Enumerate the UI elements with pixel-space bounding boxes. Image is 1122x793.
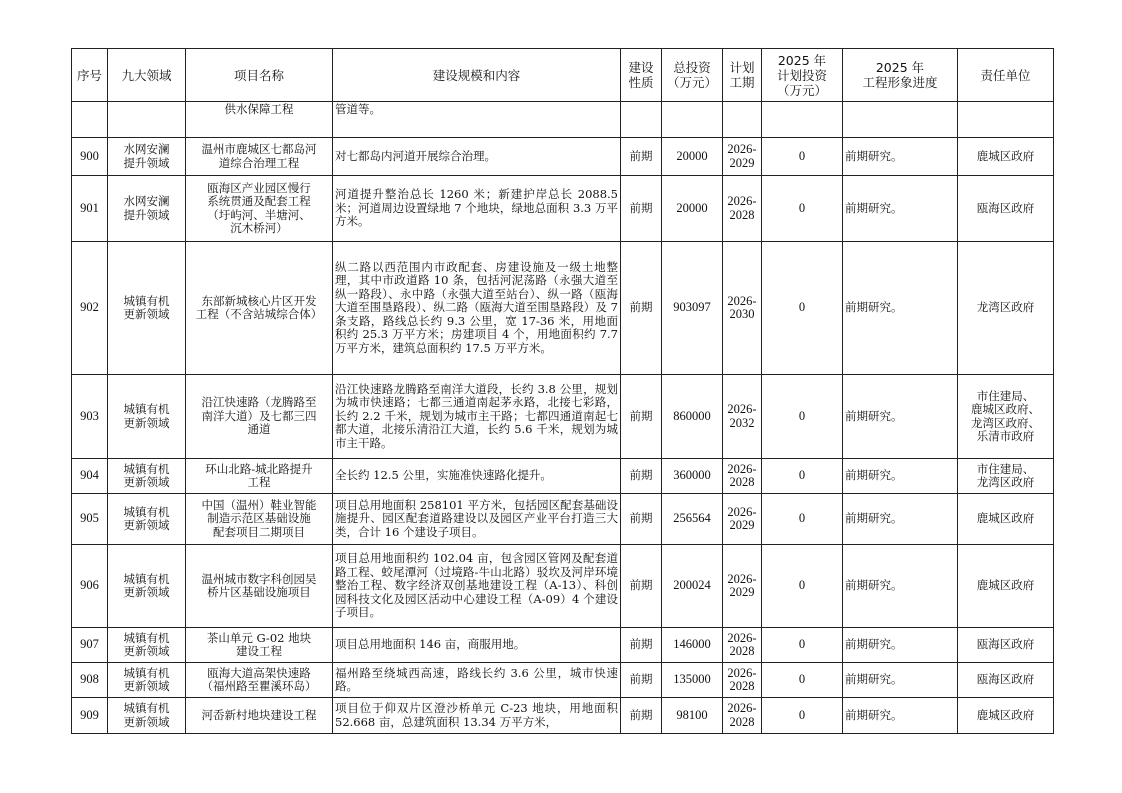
row-period: 2026- 2029 [723, 138, 762, 176]
row-seq: 900 [72, 138, 108, 176]
row-plan: 0 [762, 663, 843, 698]
row-nature [621, 102, 662, 138]
row-scope: 河道提升整治总长 1260 米；新建护岸总长 2088.5 米；河道周边设置绿地 7 个地块，绿地总面积 3.3 万平方米。 [333, 176, 621, 242]
row-nature: 前期 [621, 628, 662, 663]
row-plan: 0 [762, 242, 843, 375]
row-scope: 沿江快速路龙腾路至南洋大道段，长约 3.8 公里，规划为城市快速路；七都三通道南起茅永路，北接七彩路，长约 2.2 千米，规划为城市主干路；七都四通道南起七都大道，北接乐清沿江大道，长约 5.6 千米，规划为城市主干路。 [333, 375, 621, 459]
row-name: 供水保障工程 [186, 102, 333, 138]
header-plan2025: 2025 年 计划投资 （万元） [762, 49, 843, 102]
table-header-row [72, 49, 1054, 102]
row-plan: 0 [762, 138, 843, 176]
row-invest: 146000 [662, 628, 723, 663]
row-period: 2026- 2032 [723, 375, 762, 459]
row-seq [72, 102, 108, 138]
row-scope: 项目总用地面积 258101 平方米，包括园区配套基础设施提升、园区配套道路建设以及园区产业平台打造三大类，合计 16 个建设子项目。 [333, 494, 621, 545]
table-row [72, 698, 1054, 734]
row-seq: 903 [72, 375, 108, 459]
row-period: 2026- 2028 [723, 459, 762, 494]
header-progress2025: 2025 年 工程形象进度 [843, 49, 958, 102]
header-domain: 九大领域 [108, 49, 186, 102]
row-unit: 鹿城区政府 [958, 545, 1054, 628]
row-domain: 城镇有机 更新领域 [108, 698, 186, 734]
row-unit: 市住建局、 鹿城区政府、 龙湾区政府、 乐清市政府 [958, 375, 1054, 459]
row-period: 2026- 2028 [723, 628, 762, 663]
row-seq: 906 [72, 545, 108, 628]
row-unit: 瓯海区政府 [958, 176, 1054, 242]
table-row [72, 663, 1054, 698]
row-invest: 20000 [662, 138, 723, 176]
table-row [72, 459, 1054, 494]
row-period: 2026- 2030 [723, 242, 762, 375]
table-row [72, 102, 1054, 138]
row-unit: 鹿城区政府 [958, 494, 1054, 545]
row-unit: 瓯海区政府 [958, 628, 1054, 663]
row-nature: 前期 [621, 459, 662, 494]
row-progress [843, 102, 958, 138]
row-domain: 水网安澜 提升领域 [108, 176, 186, 242]
header-invest: 总投资 （万元） [662, 49, 723, 102]
row-seq: 901 [72, 176, 108, 242]
row-seq: 904 [72, 459, 108, 494]
row-invest [662, 102, 723, 138]
row-invest: 256564 [662, 494, 723, 545]
row-progress: 前期研究。 [843, 176, 958, 242]
table-row [72, 138, 1054, 176]
row-seq: 902 [72, 242, 108, 375]
row-nature: 前期 [621, 375, 662, 459]
header-nature: 建设 性质 [621, 49, 662, 102]
row-unit: 龙湾区政府 [958, 242, 1054, 375]
row-unit: 瓯海区政府 [958, 663, 1054, 698]
row-name: 瓯海区产业园区慢行 系统贯通及配套工程 （圩屿河、半塘河、 沉木桥河） [186, 176, 333, 242]
row-scope: 纵二路以西范围内市政配套、房建设施及一级土地整理，其中市政道路 10 条，包括河泥荡路（永强大道至纵一路段）、永中路（永强大道至站台）、纵一路（瓯海大道至围垦路段）、纵二路（瓯海大道至围垦路段）及 7 条支路，路线总长约 9.3 公里，宽 17-36 米，用地面积约 25.3 万平方米；房建项目 4 个，用地面积约 7.7 万平方米，建筑总面积约 17.5 万平方米。 [333, 242, 621, 375]
row-domain: 城镇有机 更新领域 [108, 663, 186, 698]
row-scope: 项目总用地面积约 102.04 亩，包含园区管网及配套道路工程、蛟尾潭河（过境路-牛山北路）驳坎及河岸环境整治工程、数字经济双创基地建设工程（A-13）、科创园科技文化及园区活动中心建设工程（A-09）4 个建设子项目。 [333, 545, 621, 628]
header-period: 计划 工期 [723, 49, 762, 102]
row-invest: 98100 [662, 698, 723, 734]
table-row [72, 242, 1054, 375]
table-row [72, 375, 1054, 459]
row-domain: 城镇有机 更新领域 [108, 545, 186, 628]
row-nature: 前期 [621, 663, 662, 698]
row-scope: 福州路至绕城西高速，路线长约 3.6 公里，城市快速路。 [333, 663, 621, 698]
row-unit: 市住建局、 龙湾区政府 [958, 459, 1054, 494]
row-nature: 前期 [621, 494, 662, 545]
row-name: 河岙新村地块建设工程 [186, 698, 333, 734]
row-plan: 0 [762, 176, 843, 242]
row-scope: 对七都岛内河道开展综合治理。 [333, 138, 621, 176]
row-progress: 前期研究。 [843, 663, 958, 698]
row-progress: 前期研究。 [843, 545, 958, 628]
row-domain: 水网安澜 提升领域 [108, 138, 186, 176]
row-progress: 前期研究。 [843, 628, 958, 663]
table-row [72, 176, 1054, 242]
row-invest: 360000 [662, 459, 723, 494]
row-period: 2026- 2028 [723, 176, 762, 242]
row-scope: 项目位于仰双片区澄沙桥单元 C-23 地块，用地面积 52.668 亩，总建筑面积 13.34 万平方米， [333, 698, 621, 734]
row-seq: 907 [72, 628, 108, 663]
row-period: 2026- 2029 [723, 494, 762, 545]
row-progress: 前期研究。 [843, 494, 958, 545]
row-plan: 0 [762, 628, 843, 663]
row-unit [958, 102, 1054, 138]
table-row [72, 545, 1054, 628]
row-name: 中国（温州）鞋业智能 制造示范区基础设施 配套项目二期项目 [186, 494, 333, 545]
row-scope: 全长约 12.5 公里，实施准快速路化提升。 [333, 459, 621, 494]
row-invest: 200024 [662, 545, 723, 628]
row-seq: 909 [72, 698, 108, 734]
row-domain: 城镇有机 更新领域 [108, 628, 186, 663]
row-plan: 0 [762, 698, 843, 734]
row-nature: 前期 [621, 138, 662, 176]
row-period [723, 102, 762, 138]
row-name: 瓯海大道高架快速路 （福州路至瞿溪环岛） [186, 663, 333, 698]
row-invest: 20000 [662, 176, 723, 242]
row-nature: 前期 [621, 698, 662, 734]
row-domain [108, 102, 186, 138]
row-scope: 管道等。 [333, 102, 621, 138]
row-domain: 城镇有机 更新领域 [108, 242, 186, 375]
row-plan: 0 [762, 494, 843, 545]
row-name: 温州市鹿城区七都岛河 道综合治理工程 [186, 138, 333, 176]
header-unit: 责任单位 [958, 49, 1054, 102]
table-body [72, 102, 1054, 734]
row-progress: 前期研究。 [843, 459, 958, 494]
row-scope: 项目总用地面积 146 亩，商服用地。 [333, 628, 621, 663]
row-unit: 鹿城区政府 [958, 698, 1054, 734]
row-domain: 城镇有机 更新领域 [108, 375, 186, 459]
row-name: 茶山单元 G-02 地块 建设工程 [186, 628, 333, 663]
table-row [72, 628, 1054, 663]
row-progress: 前期研究。 [843, 138, 958, 176]
row-invest: 860000 [662, 375, 723, 459]
project-table [71, 48, 1054, 734]
row-name: 环山北路-城北路提升 工程 [186, 459, 333, 494]
row-progress: 前期研究。 [843, 375, 958, 459]
row-name: 东部新城核心片区开发 工程（不含站城综合体） [186, 242, 333, 375]
row-domain: 城镇有机 更新领域 [108, 494, 186, 545]
row-nature: 前期 [621, 176, 662, 242]
row-plan: 0 [762, 545, 843, 628]
row-plan [762, 102, 843, 138]
row-domain: 城镇有机 更新领域 [108, 459, 186, 494]
row-period: 2026- 2028 [723, 698, 762, 734]
row-seq: 905 [72, 494, 108, 545]
row-name: 沿江快速路（龙腾路至 南洋大道）及七都三四 通道 [186, 375, 333, 459]
row-unit: 鹿城区政府 [958, 138, 1054, 176]
row-progress: 前期研究。 [843, 698, 958, 734]
header-seq: 序号 [72, 49, 108, 102]
row-period: 2026- 2029 [723, 545, 762, 628]
row-period: 2026- 2028 [723, 663, 762, 698]
row-invest: 135000 [662, 663, 723, 698]
row-progress: 前期研究。 [843, 242, 958, 375]
row-name: 温州城市数字科创园吴 桥片区基础设施项目 [186, 545, 333, 628]
row-seq: 908 [72, 663, 108, 698]
row-invest: 903097 [662, 242, 723, 375]
row-nature: 前期 [621, 242, 662, 375]
row-plan: 0 [762, 459, 843, 494]
row-plan: 0 [762, 375, 843, 459]
table-row [72, 494, 1054, 545]
header-name: 项目名称 [186, 49, 333, 102]
row-nature: 前期 [621, 545, 662, 628]
header-scope: 建设规模和内容 [333, 49, 621, 102]
